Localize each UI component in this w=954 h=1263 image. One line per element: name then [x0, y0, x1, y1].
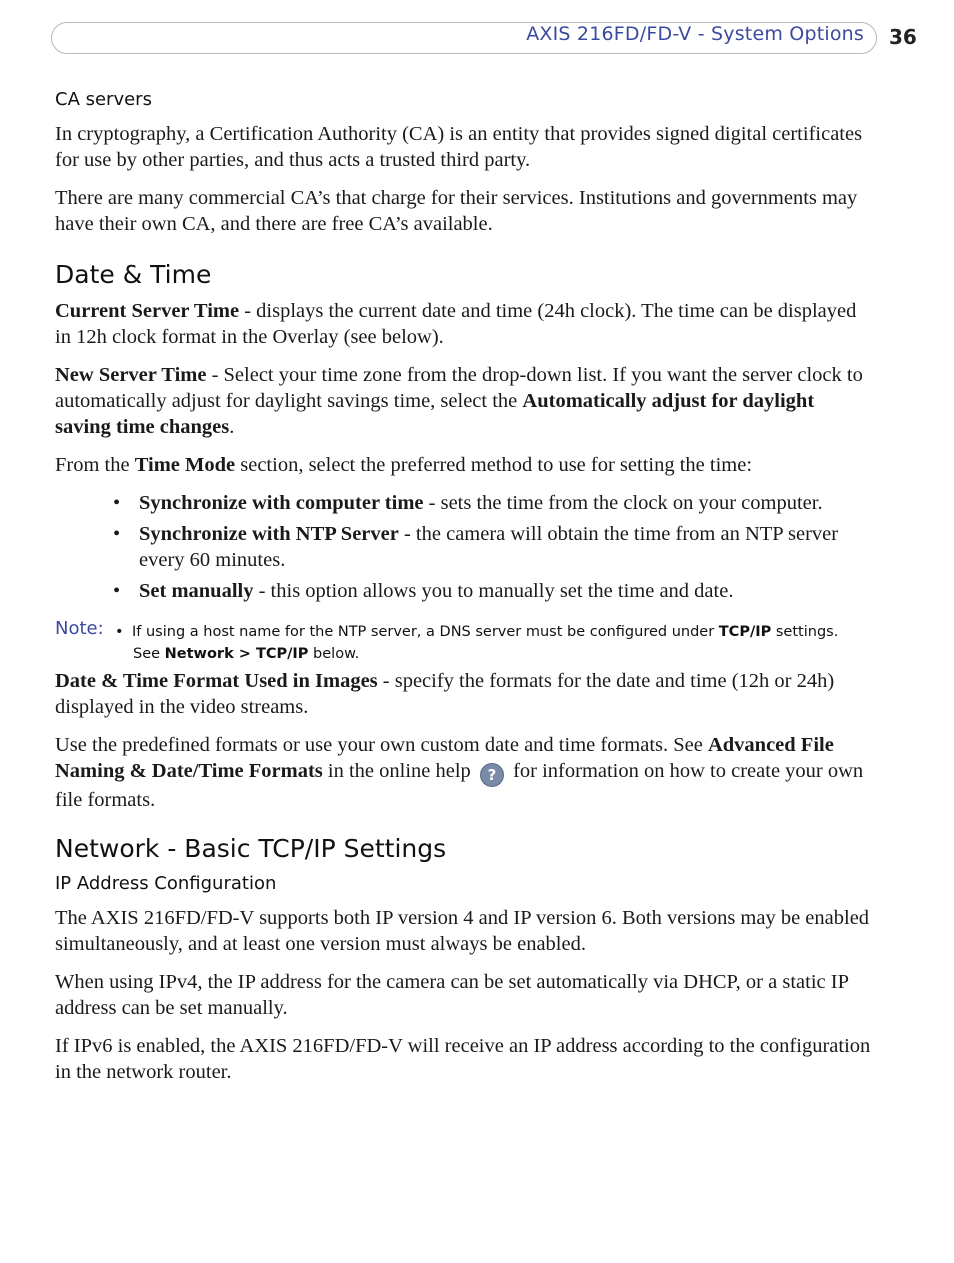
paragraph-new-server-time: New Server Time - Select your time zone from the drop-down list. If you want the server clock to automatically adjust for daylight savings time, select the Automatically adjust for daylight saving time changes.: [55, 364, 863, 438]
link-network-tcpip: Network > TCP/IP: [164, 646, 309, 662]
list-item: • Synchronize with NTP Server - the camera will obtain the time from an NTP server every 60 minutes.: [113, 523, 839, 571]
paragraph-current-server-time: Current Server Time - displays the current date and time (24h clock). The time can be displayed in 12h clock format in the Overlay (see below).: [55, 300, 857, 348]
help-icon: ?: [480, 763, 504, 787]
note-text: • If using a host name for the NTP server, a DNS server must be configured under TCP/IP settings. See Network > TCP/IP below.: [115, 621, 855, 665]
bullet-icon: •: [115, 624, 124, 640]
note-label: Note:: [55, 618, 104, 639]
paragraph: The AXIS 216FD/FD-V supports both IP version 4 and IP version 6. Both versions may be enabled simultaneously, and at least one version must always be enabled.: [55, 907, 870, 955]
term: New Server Time: [55, 364, 207, 386]
paragraph: If IPv6 is enabled, the AXIS 216FD/FD-V will receive an IP address according to the configuration in the network router.: [55, 1035, 871, 1083]
bullet-icon: •: [113, 580, 121, 602]
bullet-icon: •: [113, 523, 121, 545]
time-mode-list: [55, 490, 875, 604]
paragraph-time-mode: From the Time Mode section, select the preferred method to use for setting the time:: [55, 454, 753, 476]
term: Date & Time Format Used in Images: [55, 670, 378, 692]
paragraph: When using IPv4, the IP address for the camera can be set automatically via DHCP, or a static IP address can be set manually.: [55, 971, 849, 1019]
header-title: AXIS 216FD/FD-V - System Options: [526, 23, 864, 45]
section-heading-network: Network - Basic TCP/IP Settings: [55, 834, 447, 863]
subheading-ip-address-configuration: IP Address Configuration: [55, 873, 277, 894]
page-number: 36: [889, 25, 917, 49]
term: Time Mode: [134, 454, 236, 476]
section-heading-date-time: Date & Time: [55, 260, 212, 289]
paragraph-predefined-formats: Use the predefined formats or use your own custom date and time formats. See Advanced File Naming & Date/Time Formats in the online help ? for information on how to create your own file formats.: [55, 734, 864, 811]
term: Current Server Time: [55, 300, 240, 322]
paragraph-format: Date & Time Format Used in Images - specify the formats for the date and time (12h or 24h) displayed in the video streams.: [55, 670, 835, 718]
paragraph: There are many commercial CA’s that charge for their services. Institutions and governments may have their own CA, and there are free CA’s available.: [55, 187, 858, 235]
paragraph: In cryptography, a Certification Authority (CA) is an entity that provides signed digital certificates for use by other parties, and thus acts a trusted third party.: [55, 123, 863, 171]
term: Automatically adjust for daylight saving time changes: [55, 390, 815, 438]
page-content: [55, 88, 875, 1097]
term: Advanced File Naming & Date/Time Formats: [55, 734, 834, 782]
list-item: • Set manually - this option allows you to manually set the time and date.: [113, 580, 734, 602]
bullet-icon: •: [113, 492, 121, 514]
note-block: [55, 618, 875, 662]
list-item: • Synchronize with computer time - sets the time from the clock on your computer.: [113, 492, 823, 514]
section-heading-ca-servers: CA servers: [55, 89, 152, 110]
